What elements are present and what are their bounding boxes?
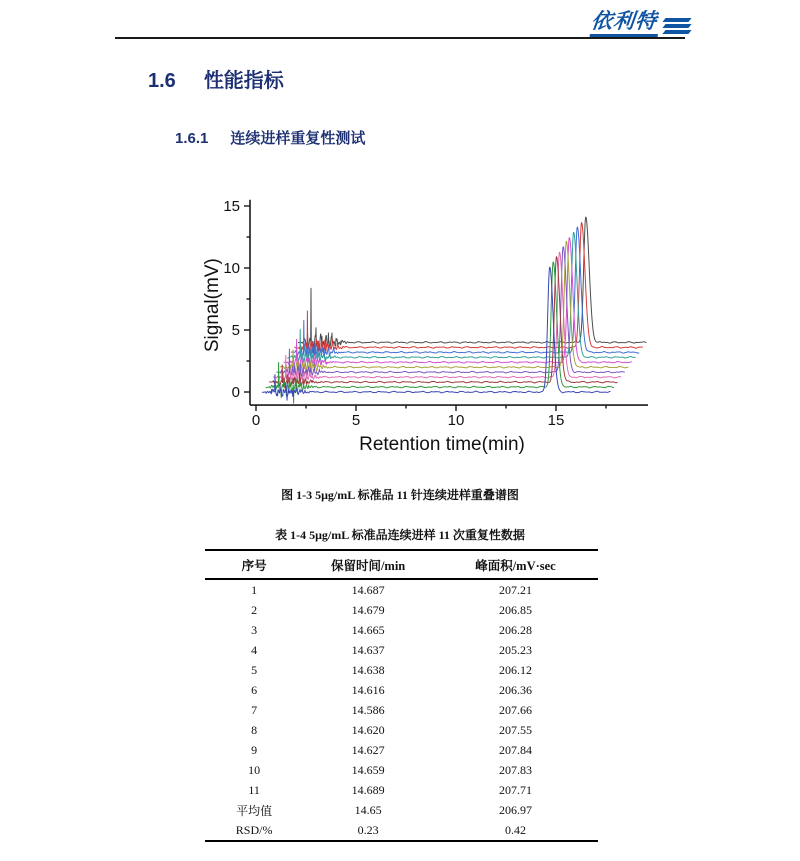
table-cell: 9 <box>251 742 258 757</box>
chromatogram-trace-injection-8 <box>287 232 635 367</box>
logo-bar <box>662 24 691 28</box>
table-cell: 14.627 <box>351 742 385 757</box>
section-number: 1.6 <box>148 70 176 92</box>
table-cell: 205.23 <box>498 642 532 657</box>
table-cell: 2 <box>251 602 258 617</box>
svg-text:10: 10 <box>447 412 465 430</box>
table-cell: 14.616 <box>351 682 385 697</box>
svg-text:Signal(mV): Signal(mV) <box>204 258 223 353</box>
table-row <box>205 820 598 841</box>
svg-text:5: 5 <box>351 412 361 430</box>
table-cell: 14.679 <box>351 602 385 617</box>
chromatogram-trace-injection-9 <box>291 227 639 359</box>
table-row <box>205 760 598 780</box>
table-cell: 14.637 <box>351 642 385 657</box>
table-row <box>205 600 598 620</box>
table-cell: 207.84 <box>498 742 532 757</box>
table-cell: 14.638 <box>351 662 385 677</box>
table-cell: 206.97 <box>498 802 532 817</box>
table-cell: 14.586 <box>351 702 385 717</box>
results-table <box>205 549 598 842</box>
subsection-title: 连续进样重复性测试 <box>230 130 366 147</box>
table-row <box>205 740 598 760</box>
table-cell: 206.12 <box>498 662 532 677</box>
table-cell: 206.28 <box>498 622 532 637</box>
table-cell: 14.659 <box>351 762 385 777</box>
logo-bar <box>662 18 691 22</box>
column-header-index: 序号 <box>205 550 303 579</box>
table-cell: 6 <box>251 682 258 697</box>
table-cell: 0.23 <box>357 822 379 837</box>
table-cell: 4 <box>251 642 258 657</box>
section-heading <box>148 64 284 93</box>
table-cell: 207.83 <box>498 762 532 777</box>
table-row <box>205 660 598 680</box>
results-table-body <box>205 579 598 841</box>
table-caption: 表 1-4 5μg/mL 标准品连续进样 11 次重复性数据 <box>275 528 525 542</box>
svg-text:5: 5 <box>231 322 240 339</box>
table-cell: 207.55 <box>498 722 532 737</box>
table-cell: 14.620 <box>351 722 385 737</box>
table-row <box>205 680 598 700</box>
table-cell: 206.36 <box>498 682 532 697</box>
table-cell: 14.687 <box>351 582 385 597</box>
table-cell: 207.21 <box>498 582 532 597</box>
svg-text:10: 10 <box>223 260 240 277</box>
logo-bar <box>662 30 691 34</box>
table-cell: 3 <box>251 622 258 637</box>
brand-logo <box>591 7 690 37</box>
table-cell: 10 <box>248 762 261 777</box>
column-header-retention-time: 保留时间/min <box>303 550 433 579</box>
table-row <box>205 700 598 720</box>
table-cell: RSD/% <box>235 822 273 837</box>
header-rule <box>115 37 685 39</box>
svg-text:Retention time(min): Retention time(min) <box>359 434 525 456</box>
subsection-number: 1.6.1 <box>175 130 209 147</box>
table-cell: 207.71 <box>498 782 532 797</box>
table-cell: 14.65 <box>354 802 382 817</box>
table-cell: 8 <box>251 722 258 737</box>
table-row <box>205 780 598 800</box>
table-row <box>205 720 598 740</box>
table-row <box>205 640 598 660</box>
table-cell: 14.689 <box>351 782 385 797</box>
table-cell: 7 <box>251 702 258 717</box>
column-header-peak-area: 峰面积/mV·sec <box>433 550 598 579</box>
svg-text:0: 0 <box>231 384 240 401</box>
chromatogram-figure <box>204 184 664 466</box>
brand-logo-text: 依利特 <box>590 10 661 37</box>
table-cell: 0.42 <box>504 822 526 837</box>
chromatogram-trace-injection-11 <box>298 217 646 353</box>
table-cell: 5 <box>251 662 258 677</box>
table-cell: 207.66 <box>498 702 532 717</box>
svg-text:15: 15 <box>223 198 240 215</box>
table-cell: 11 <box>248 782 260 797</box>
table-row <box>205 579 598 600</box>
subsection-heading <box>175 127 365 148</box>
section-title: 性能指标 <box>203 70 284 92</box>
table-cell: 1 <box>251 582 258 597</box>
table-cell: 14.665 <box>351 622 385 637</box>
table-cell: 206.85 <box>498 602 532 617</box>
chromatogram-chart <box>204 184 664 466</box>
table-row <box>205 620 598 640</box>
table-cell: 平均值 <box>236 803 273 818</box>
brand-logo-mark-icon <box>664 16 690 37</box>
svg-text:0: 0 <box>251 412 261 430</box>
results-table-header <box>205 550 598 579</box>
table-row <box>205 800 598 820</box>
figure-caption: 图 1-3 5μg/mL 标准品 11 针连续进样重叠谱图 <box>281 488 519 502</box>
svg-text:15: 15 <box>547 412 565 430</box>
